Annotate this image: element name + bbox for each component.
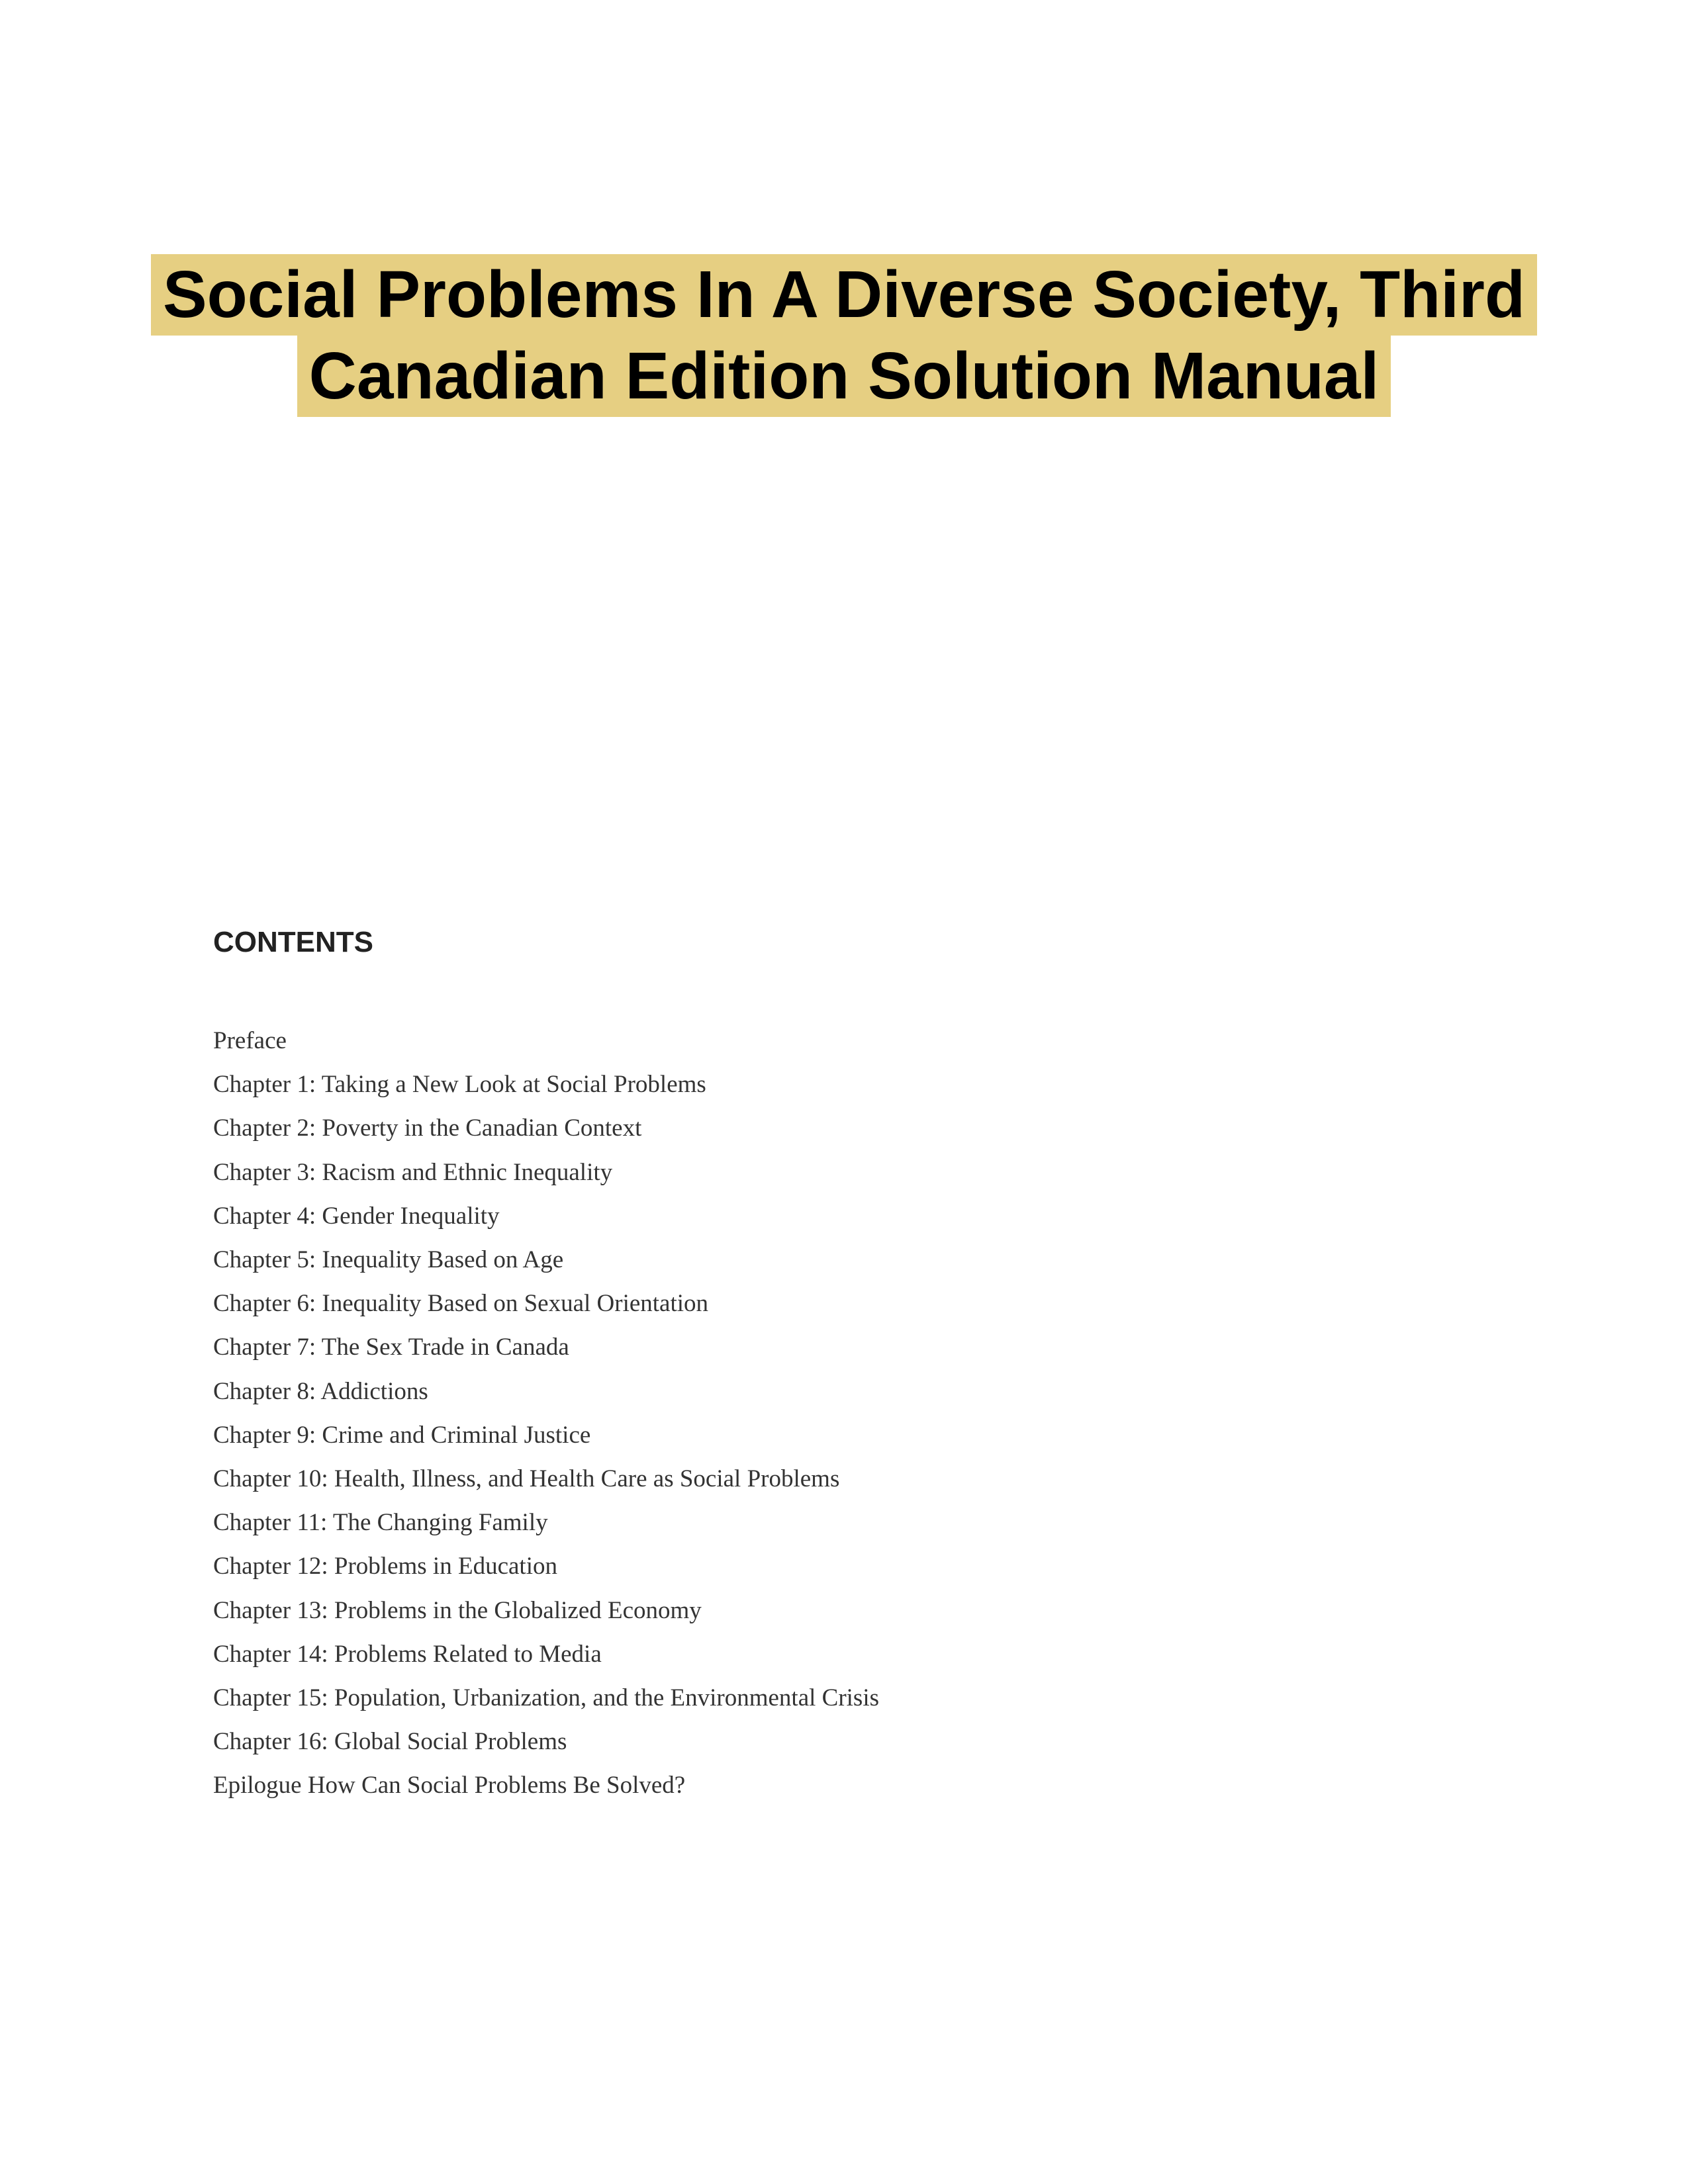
- toc-item-chapter-10: Chapter 10: Health, Illness, and Health Care as Social Problems: [213, 1465, 840, 1493]
- toc-item-chapter-3: Chapter 3: Racism and Ethnic Inequality: [213, 1158, 613, 1186]
- toc-item-chapter-7: Chapter 7: The Sex Trade in Canada: [213, 1334, 569, 1361]
- toc-item-chapter-2: Chapter 2: Poverty in the Canadian Context: [213, 1115, 642, 1142]
- toc-item-chapter-4: Chapter 4: Gender Inequality: [213, 1202, 500, 1230]
- toc-item-chapter-11: Chapter 11: The Changing Family: [213, 1509, 548, 1537]
- table-of-contents: [213, 923, 1471, 1808]
- title-line-1: Social Problems In A Diverse Society, Third: [151, 254, 1537, 336]
- document-title: [0, 254, 1688, 417]
- toc-item-chapter-14: Chapter 14: Problems Related to Media: [213, 1640, 602, 1668]
- toc-item-chapter-9: Chapter 9: Crime and Criminal Justice: [213, 1421, 591, 1449]
- toc-item-chapter-16: Chapter 16: Global Social Problems: [213, 1728, 567, 1756]
- toc-item-preface: Preface: [213, 1027, 287, 1054]
- toc-item-chapter-8: Chapter 8: Addictions: [213, 1377, 428, 1405]
- title-line-2: Canadian Edition Solution Manual: [297, 336, 1391, 417]
- toc-item-chapter-13: Chapter 13: Problems in the Globalized Economy: [213, 1596, 702, 1624]
- toc-item-chapter-6: Chapter 6: Inequality Based on Sexual Orientation: [213, 1290, 709, 1318]
- toc-item-epilogue: Epilogue How Can Social Problems Be Solved?: [213, 1772, 686, 1799]
- contents-heading: CONTENTS: [213, 926, 373, 958]
- toc-item-chapter-1: Chapter 1: Taking a New Look at Social Problems: [213, 1071, 706, 1099]
- contents-list: [213, 1019, 1471, 1808]
- toc-item-chapter-12: Chapter 12: Problems in Education: [213, 1553, 557, 1580]
- toc-item-chapter-5: Chapter 5: Inequality Based on Age: [213, 1246, 564, 1274]
- toc-item-chapter-15: Chapter 15: Population, Urbanization, and the Environmental Crisis: [213, 1684, 880, 1712]
